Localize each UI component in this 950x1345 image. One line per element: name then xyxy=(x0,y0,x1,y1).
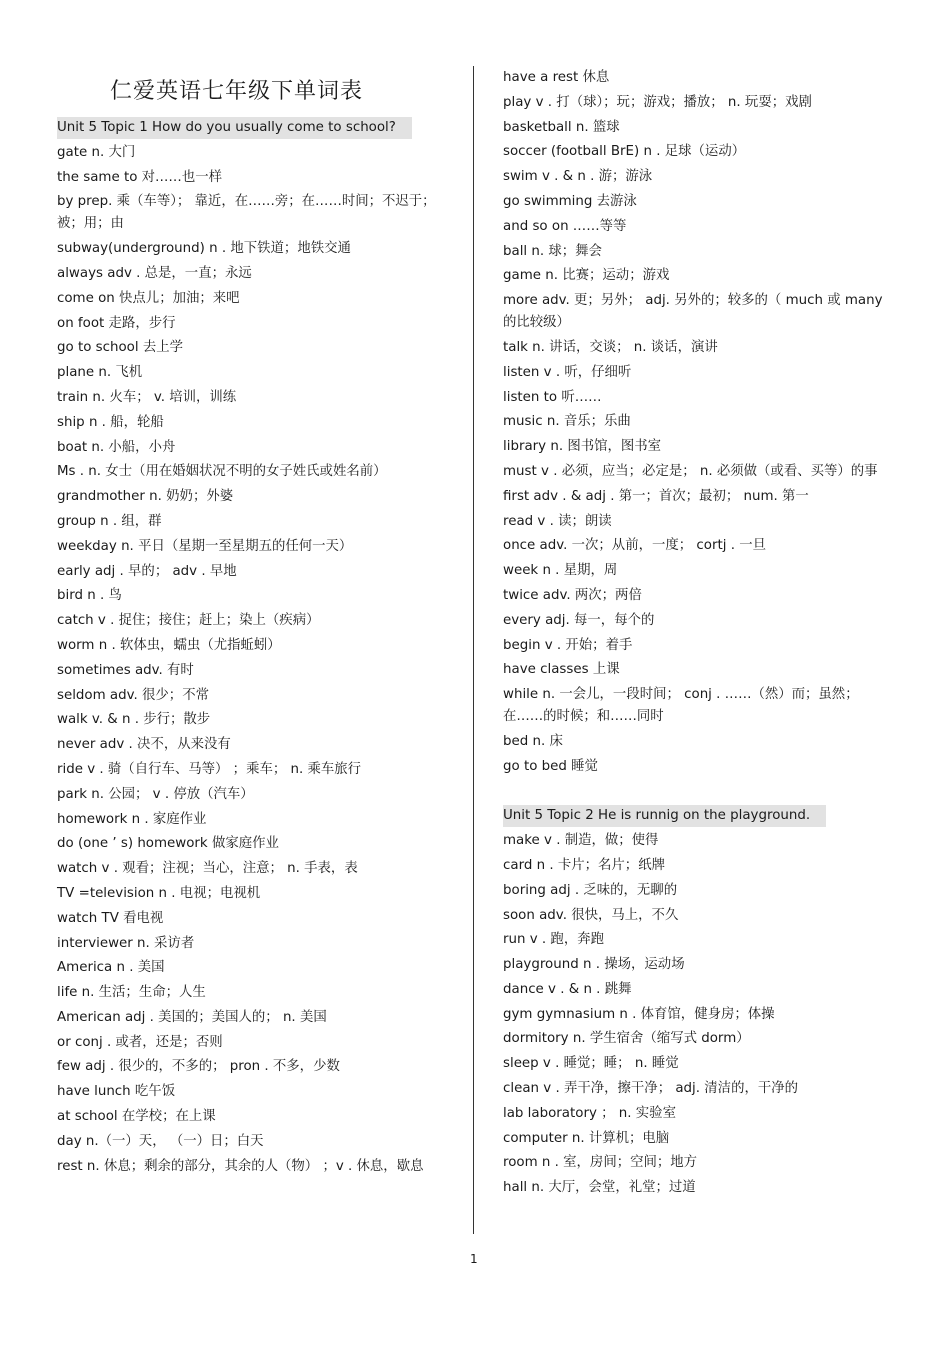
vocab-entry: do (one ’ s) homework 做家庭作业 xyxy=(57,836,279,852)
vocab-entry: and so on ……等等 xyxy=(503,218,627,234)
vocab-entry: the same to 对……也一样 xyxy=(57,169,222,185)
vocab-entry: game n. 比赛；运动；游戏 xyxy=(503,268,670,284)
vocab-entry: at school 在学校；在上课 xyxy=(57,1109,216,1125)
vocab-entry: swim v . & n . 游；游泳 xyxy=(503,169,653,185)
vocab-entry: go swimming 去游泳 xyxy=(503,193,637,209)
vocab-entry: listen to 听…… xyxy=(503,389,602,405)
vocab-entry: seldom adv. 很少；不常 xyxy=(57,687,209,703)
vocab-entry: twice adv. 两次；两倍 xyxy=(503,587,642,603)
vocab-entry: grandmother n. 奶奶；外婆 xyxy=(57,489,234,505)
vocab-entry: park n. 公园； v . 停放（汽车） xyxy=(57,786,254,802)
vocab-entry: clean v . 弄干净，擦干净； adj. 清洁的，干净的 xyxy=(503,1081,799,1097)
vocab-entry: while n. 一会儿，一段时间； conj . ……（然）而；虽然；在……的时候；和……同时 xyxy=(503,687,859,725)
vocab-entry: basketball n. 篮球 xyxy=(503,119,620,135)
vocab-entry: weekday n. 平日（星期一至星期五的任何一天） xyxy=(57,538,353,554)
vocab-entry: play v . 打（球）；玩；游戏；播放； n. 玩耍；戏剧 xyxy=(503,94,812,110)
left-entry-list xyxy=(57,142,449,1178)
vocab-entry: dance v . & n . 跳舞 xyxy=(503,981,632,997)
vocab-entry: more adv. 更；另外； adj. 另外的；较多的（ much 或 many 的比较级） xyxy=(503,293,883,331)
vocab-entry: lab laboratory ； n. 实验室 xyxy=(503,1105,676,1121)
vocab-entry: hall n. 大厅，会堂，礼堂；过道 xyxy=(503,1180,696,1196)
vocab-entry: early adj . 早的； adv . 早地 xyxy=(57,563,237,579)
vocab-entry: card n . 卡片；名片；纸牌 xyxy=(503,857,665,873)
vocab-entry: day n.（一）天， （一）日；白天 xyxy=(57,1133,264,1149)
vocab-entry: or conj . 或者，还是；否则 xyxy=(57,1034,223,1050)
vocab-entry: walk v. & n . 步行；散步 xyxy=(57,712,211,728)
vocab-entry: boring adj . 乏味的，无聊的 xyxy=(503,882,678,898)
vocab-entry: boat n. 小船，小舟 xyxy=(57,439,176,455)
vocab-entry: train n. 火车； v. 培训，训练 xyxy=(57,389,237,405)
right-entry-list-bottom xyxy=(503,830,895,1202)
vocab-entry: talk n. 讲话，交谈； n. 谈话，演讲 xyxy=(503,339,718,355)
vocab-entry: bird n . 鸟 xyxy=(57,588,122,604)
vocab-entry: library n. 图书馆，图书室 xyxy=(503,439,662,455)
vocab-entry: life n. 生活；生命；人生 xyxy=(57,985,206,1001)
vocab-entry: listen v . 听，仔细听 xyxy=(503,364,632,380)
vocab-entry: ship n . 船，轮船 xyxy=(57,414,164,430)
section-gap xyxy=(503,781,895,806)
vocab-entry: homework n . 家庭作业 xyxy=(57,811,207,827)
vocab-entry: watch v . 观看；注视；当心，注意； n. 手表，表 xyxy=(57,861,358,877)
vocab-entry: must v . 必须，应当；必定是； n. 必须做（或看、买等）的事 xyxy=(503,463,878,479)
page-title: 仁爱英语七年级下单词表 xyxy=(110,79,364,104)
vocab-entry: week n . 星期，周 xyxy=(503,563,618,579)
vocab-entry: catch v . 捉住；接住；赶上；染上（疾病） xyxy=(57,613,320,629)
right-entry-list-top xyxy=(503,67,895,781)
vocab-entry: room n . 室，房间；空间；地方 xyxy=(503,1155,698,1171)
unit-heading: Unit 5 Topic 1 How do you usually come to school? xyxy=(57,117,412,139)
vocab-entry: watch TV 看电视 xyxy=(57,910,164,926)
vocab-entry: rest n. 休息；剩余的部分，其余的人（物） ；v . 休息，歇息 xyxy=(57,1158,424,1174)
left-column xyxy=(57,117,449,1180)
vocab-entry: sometimes adv. 有时 xyxy=(57,662,194,678)
unit-heading: Unit 5 Topic 2 He is runnig on the playground. xyxy=(503,805,826,827)
vocab-entry: soon adv. 很快，马上，不久 xyxy=(503,907,679,923)
vocab-entry: on foot 走路，步行 xyxy=(57,315,176,331)
vocab-entry: sleep v . 睡觉；睡； n. 睡觉 xyxy=(503,1056,679,1072)
vocab-entry: subway(underground) n . 地下铁道；地铁交通 xyxy=(57,241,351,257)
vocab-entry: music n. 音乐；乐曲 xyxy=(503,414,631,430)
vocab-entry: soccer (football BrE) n . 足球（运动） xyxy=(503,144,746,160)
vocab-entry: come on 快点儿；加油；来吧 xyxy=(57,290,240,306)
vocab-entry: run v . 跑，奔跑 xyxy=(503,932,604,948)
vocab-entry: plane n. 飞机 xyxy=(57,365,143,381)
vocab-entry: gym gymnasium n . 体育馆，健身房；体操 xyxy=(503,1006,775,1022)
vocab-entry: Ms . n. 女士（用在婚姻状况不明的女子姓氏或姓名前） xyxy=(57,464,387,480)
vocab-entry: interviewer n. 采访者 xyxy=(57,935,195,951)
vocab-entry: every adj. 每一，每个的 xyxy=(503,612,655,628)
vocab-entry: always adv . 总是，一直；永远 xyxy=(57,265,252,281)
vocab-entry: first adv . & adj . 第一；首次；最初； num. 第一 xyxy=(503,488,809,504)
vocab-entry: American adj . 美国的；美国人的； n. 美国 xyxy=(57,1009,327,1025)
vocab-entry: have a rest 休息 xyxy=(503,70,610,85)
vocab-entry: ball n. 球；舞会 xyxy=(503,243,602,259)
vocab-entry: go to bed 睡觉 xyxy=(503,758,598,774)
vocab-entry: dormitory n. 学生宿舍（缩写式 dorm） xyxy=(503,1031,750,1047)
vocab-entry: America n . 美国 xyxy=(57,960,165,976)
vocab-entry: computer n. 计算机；电脑 xyxy=(503,1130,670,1146)
vocab-entry: begin v . 开始；着手 xyxy=(503,637,633,653)
vocab-entry: worm n . 软体虫，蠕虫（尤指蚯蚓） xyxy=(57,637,281,653)
vocab-entry: make v . 制造，做；使得 xyxy=(503,833,659,849)
vocab-entry: gate n. 大门 xyxy=(57,144,136,160)
vocab-entry: by prep. 乘（车等）； 靠近，在……旁；在……时间；不迟于；被；用；由 xyxy=(57,194,436,232)
vocab-entry: go to school 去上学 xyxy=(57,340,184,356)
vocab-entry: have classes 上课 xyxy=(503,662,620,678)
vocab-entry: playground n . 操场，运动场 xyxy=(503,957,685,973)
vocab-entry: read v . 读；朗读 xyxy=(503,513,612,529)
column-divider xyxy=(473,66,474,1234)
vocab-entry: bed n. 床 xyxy=(503,733,563,749)
vocab-entry: TV =television n . 电视；电视机 xyxy=(57,885,261,901)
vocab-entry: once adv. 一次；从前，一度； cortj . 一旦 xyxy=(503,538,766,554)
vocab-entry: never adv . 决不，从来没有 xyxy=(57,737,231,753)
vocab-entry: ride v . 骑（自行车、马等） ；乘车； n. 乘车旅行 xyxy=(57,761,362,777)
vocab-entry: group n . 组，群 xyxy=(57,513,162,529)
vocab-entry: few adj . 很少的，不多的； pron . 不多，少数 xyxy=(57,1059,340,1075)
page-number: 1 xyxy=(470,1252,478,1266)
vocab-entry: have lunch 吃午饭 xyxy=(57,1084,176,1100)
right-column xyxy=(503,67,895,1202)
